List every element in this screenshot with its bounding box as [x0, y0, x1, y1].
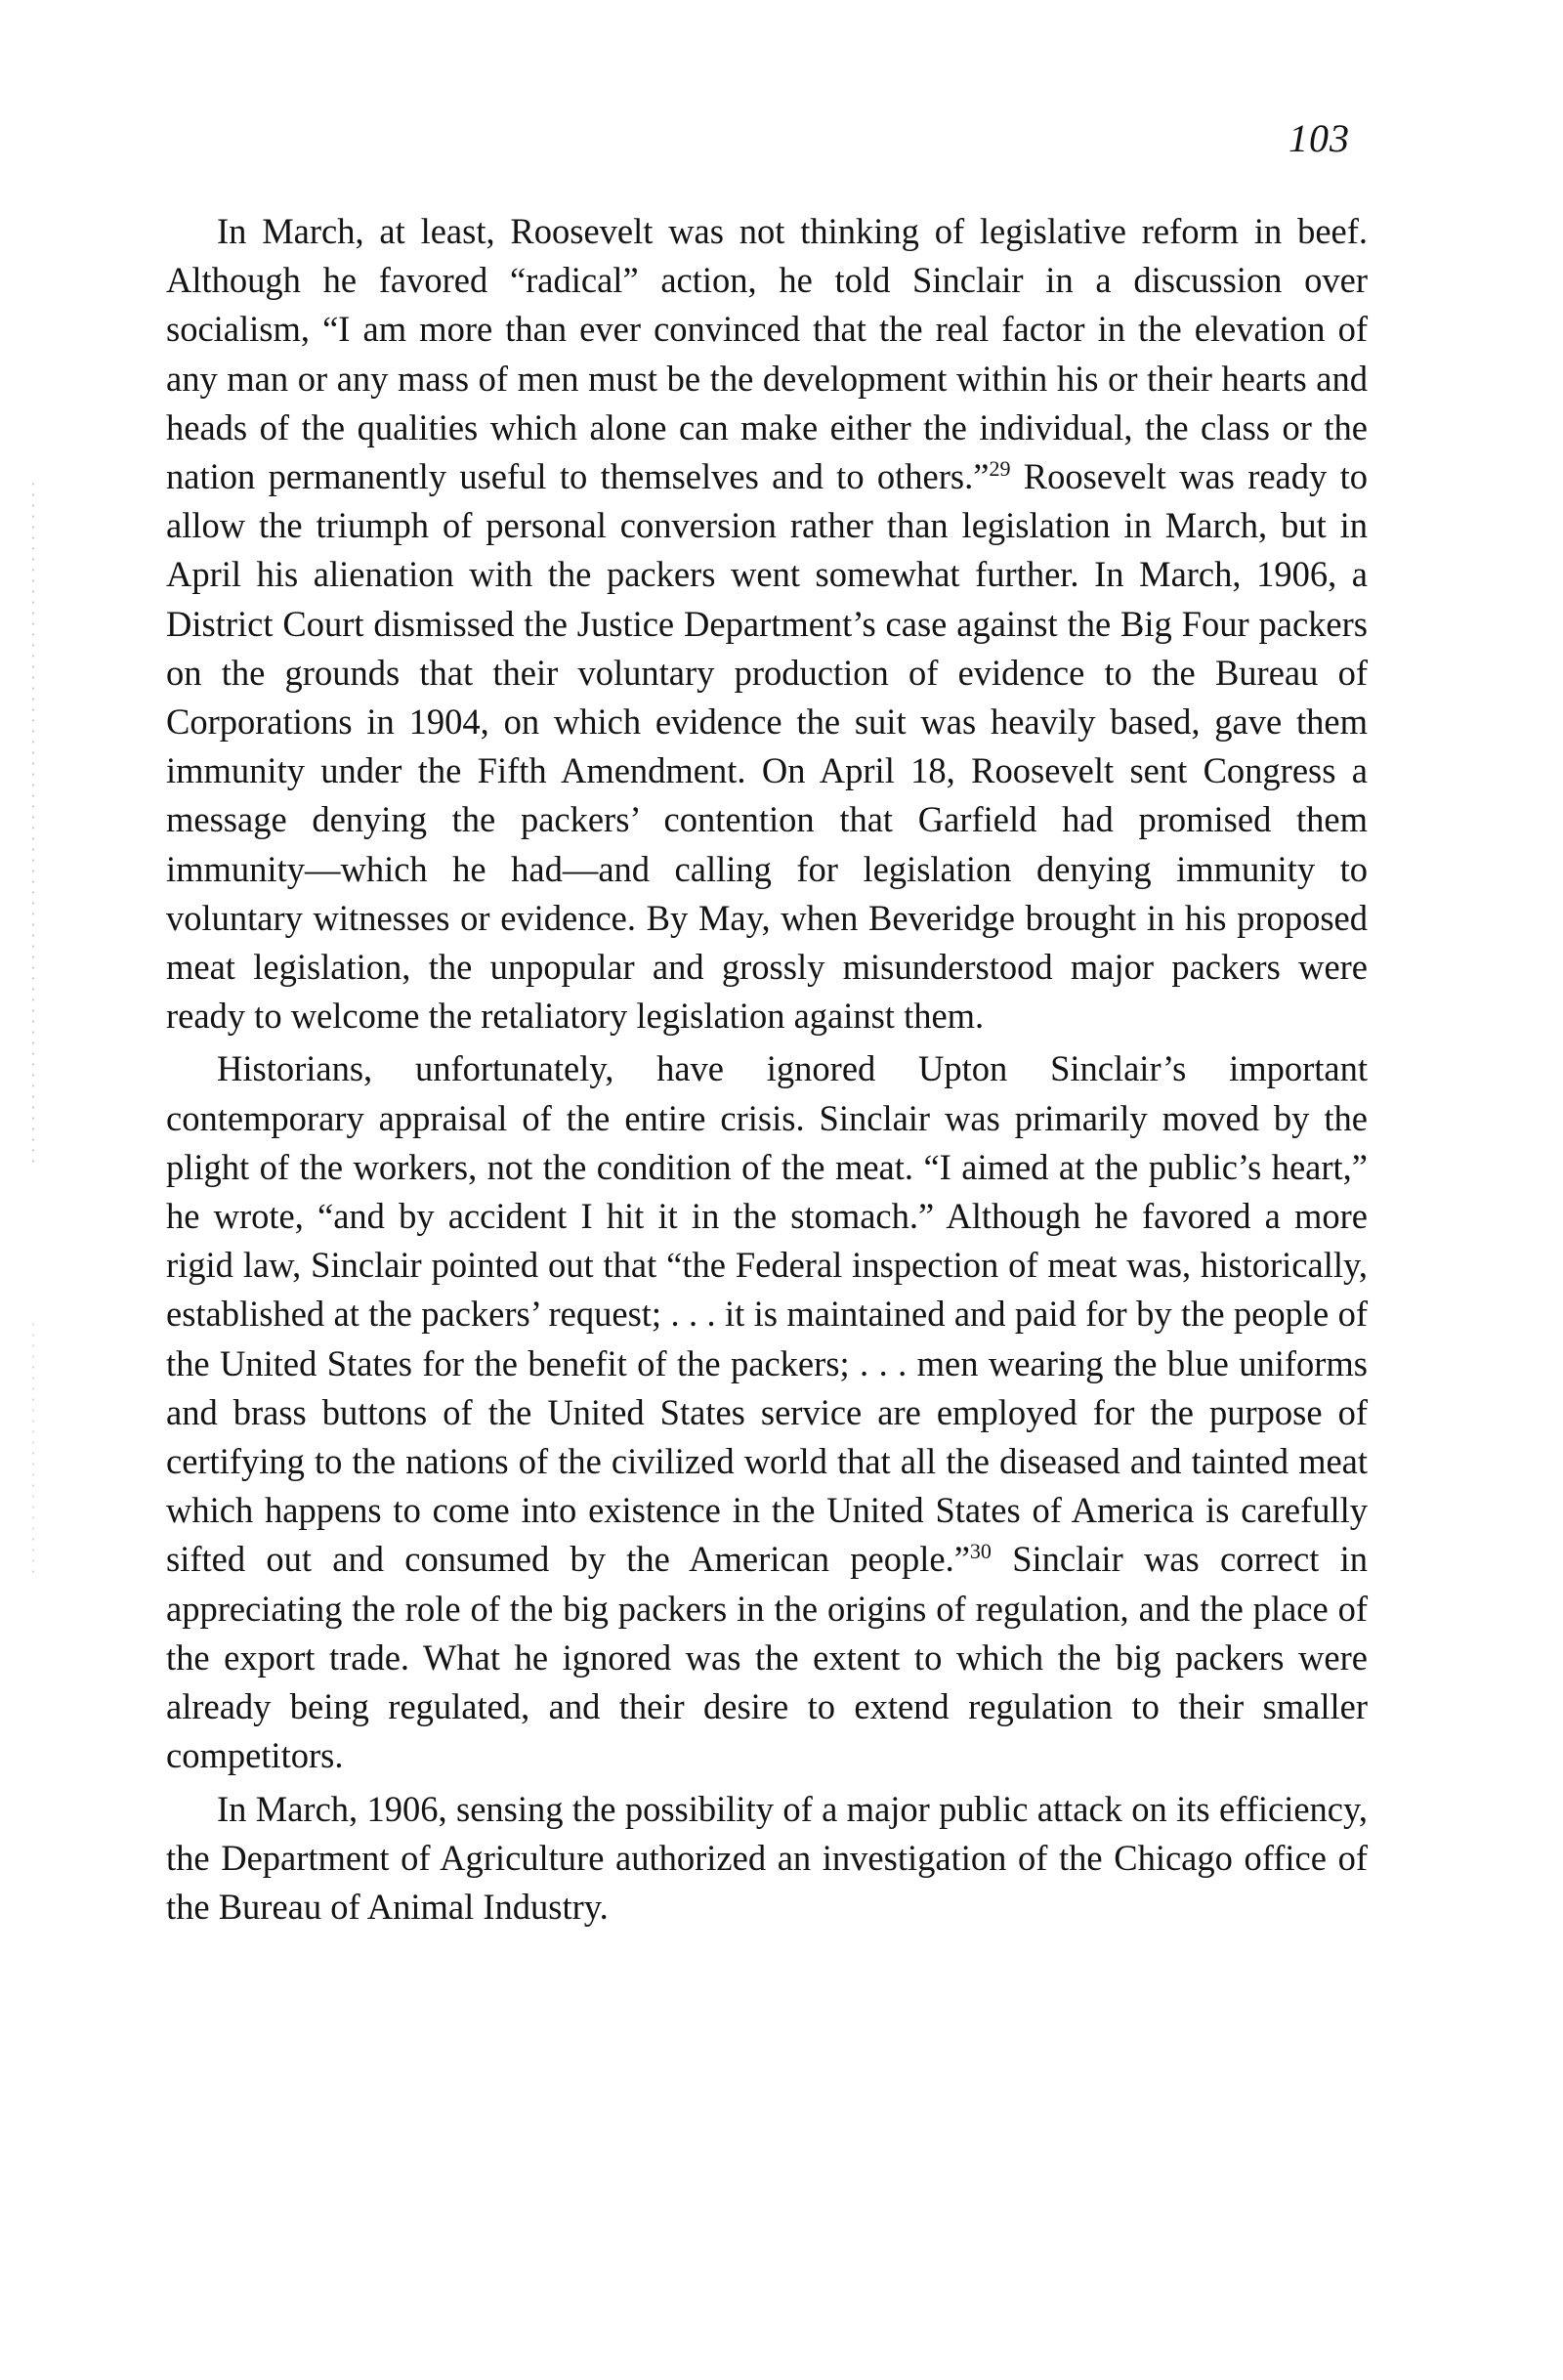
body-text — [166, 207, 1368, 1932]
paragraph — [166, 207, 1368, 1041]
text-run: Sinclair was correct in appreciating the role of the big packers in the origins of regulation, and the place of the export trade. What he ignored was the extent to which the big packers were already being regulated, and their desire to extend regulation to their smaller competitors. — [166, 1539, 1368, 1776]
paragraph — [166, 1044, 1368, 1780]
paragraph — [166, 1785, 1368, 1933]
text-run: In March, 1906, sensing the possibility of a major public attack on its efficiency, the Department of Agriculture authorized an investigation of the Chicago office of the Bureau of Animal Industry. — [166, 1788, 1368, 1927]
text-run: Roosevelt was ready to allow the triumph of personal conversion rather than legislation in March, but in April his alienation with the packers went somewhat further. In March, 1906, a District Court dismissed the Justice Department’s case against the Big Four packers on the grounds that their voluntary production of evidence to the Bureau of Corporations in 1904, on which evidence the suit was heavily based, gave them immunity under the Fifth Amendment. On April 18, Roosevelt sent Congress a message denying the packers’ contention that Garfield had promised them immunity—which he had—and calling for legislation denying immunity to voluntary witnesses or evidence. By May, when Beveridge brought in his proposed meat legislation, the unpopular and grossly misunderstood major packers were ready to welcome the retaliatory legislation against them. — [166, 456, 1368, 1037]
footnote-marker[interactable]: 29 — [989, 456, 1011, 482]
text-run: Historians, unfortunately, have ignored Upton Sinclair’s important contemporary appraisal of the entire crisis. Sinclair was primarily moved by the plight of the workers, not the condition of the meat. “I aimed at the public’s heart,” he wrote, “and by accident I hit it in the stomach.” Although he favored a more rigid law, Sinclair pointed out that “the Federal inspection of meat was, historically, established at the packers’ request; . . . it is maintained and paid for by the people of the United States for the benefit of the packers; . . . men wearing the blue uniforms and brass buttons of the United States service are employed for the purpose of certifying to the nations of the civilized world that all the diseased and tainted meat which happens to come into existence in the United States of America is carefully sifted out and consumed by the American people.” — [166, 1048, 1368, 1580]
page-number: 103 — [1288, 116, 1350, 160]
scan-artifact — [29, 1319, 37, 1573]
text-run: In March, at least, Roosevelt was not thinking of legislative reform in beef. Although he favored “radical” action, he told Sinclair in a discussion over socialism, “I am more than ever convinced that the real factor in the elevation of any man or any mass of men must be the development within his or their hearts and heads of the qualities which alone can make either the individual, the class or the nation permanently useful to themselves and to others.” — [166, 211, 1368, 497]
footnote-marker[interactable]: 30 — [969, 1539, 992, 1564]
scan-artifact — [29, 479, 37, 1163]
